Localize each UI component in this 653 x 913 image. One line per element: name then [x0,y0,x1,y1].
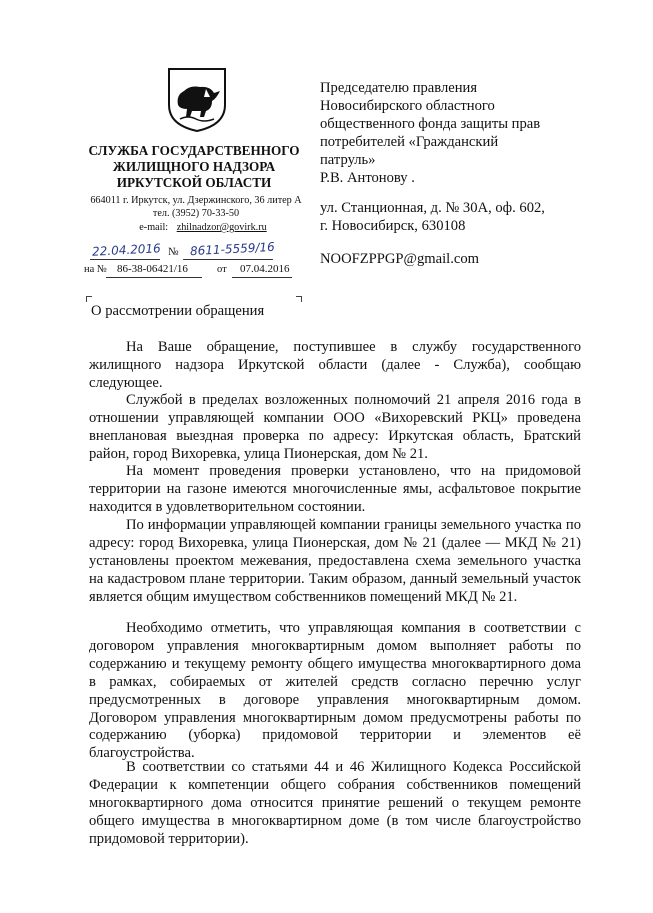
recipient-email: NOOFZPPGP@gmail.com [320,251,479,267]
recipient-line: общественного фонда защиты прав [320,116,541,132]
coat-of-arms-emblem [166,67,228,133]
recipient-line: Новосибирского областного [320,98,495,114]
ref-from-label: от [217,264,227,275]
reg-number-underline [183,259,273,260]
org-name-line1: СЛУЖБА ГОСУДАРСТВЕННОГО [88,143,300,158]
recipient-line: Р.В. Антонову . [320,170,415,186]
body-paragraph: На Ваше обращение, поступившее в службу государственного жилищного надзора Иркутской области (далее - Служба), сообщаю следующее. [89,339,581,391]
date-underline [90,259,160,260]
handwritten-date: 22.04.2016 [91,241,162,259]
ref-number-underline [106,277,202,278]
body-paragraph: Необходимо отметить, что управляющая компания в соответствии с договором управления многоквартирным домом выполняет работы по содержанию и текущему ремонту общего имущества многоквартирного дома в рамках, собираемых от жителей средств согласно перечню услуг предусмотренных в договоре управления многоквартирным домом. Договором управления многоквартирным домом предусмотрены работы по содержанию (уборка) придомовой территории и элементов её благоустройства. [89,620,581,762]
body-paragraph: По информации управляющей компании границы земельного участка по адресу: город Вихоревка, улица Пионерская, дом № 21 (далее — МКД № 21) установлены проектом межевания, предоставлена схема земельного участка на кадастровом плане территории. Таким образом, данный земельный участок является общим имуществом собственников помещений МКД № 21. [89,517,581,605]
recipient-line: патруль» [320,152,376,168]
org-email-label: e-mail: [139,222,169,233]
reg-number-label: № [168,246,179,258]
ref-number: 86-38-06421/16 [117,263,188,275]
org-phone: тел. (3952) 70-33-50 [152,208,240,219]
ref-label: на № [84,264,107,275]
body-paragraph: На момент проведения проверки установлено, что на придомовой территории на газоне имеются многочисленные ямы, асфальтовое покрытие находится в удовлетворительном состоянии. [89,463,581,515]
org-address: 664011 г. Иркутск, ул. Дзержинского, 36 литер А [90,195,302,206]
recipient-line: Председателю правления [320,80,478,96]
handwritten-reg-number: 8611-5559/16 [189,239,276,259]
recipient-address-line2: г. Новосибирск, 630108 [320,218,466,234]
subject-bracket-right [296,296,302,302]
subject-bracket-left [86,296,92,302]
org-email-link[interactable]: zhilnadzor@govirk.ru [176,222,267,233]
letter-subject: О рассмотрении обращения [91,303,265,319]
org-name-line3: ИРКУТСКОЙ ОБЛАСТИ [116,175,272,190]
body-paragraph: В соответствии со статьями 44 и 46 Жилищного Кодекса Российской Федерации к компетенции общего собрания собственников помещений многоквартирного дома относится принятие решений о текущем ремонте общего имущества в многоквартирном доме (в том числе благоустройство придомовой территории). [89,759,581,847]
ref-date-underline [232,277,292,278]
recipient-address-line1: ул. Станционная, д. № 30А, оф. 602, [320,200,545,216]
org-name-line2: ЖИЛИЩНОГО НАДЗОРА [112,159,276,174]
ref-date: 07.04.2016 [240,263,290,275]
org-email-line [108,221,298,235]
recipient-line: потребителей «Гражданский [320,134,499,150]
body-paragraph: Службой в пределах возложенных полномочий 21 апреля 2016 года в отношении управляющей компании ООО «Вихоревский РКЦ» проведена внеплановая выездная проверка по адресу: Иркутская область, Братский район, город Вихоревка, улица Пионерская, дом № 21. [89,392,581,462]
